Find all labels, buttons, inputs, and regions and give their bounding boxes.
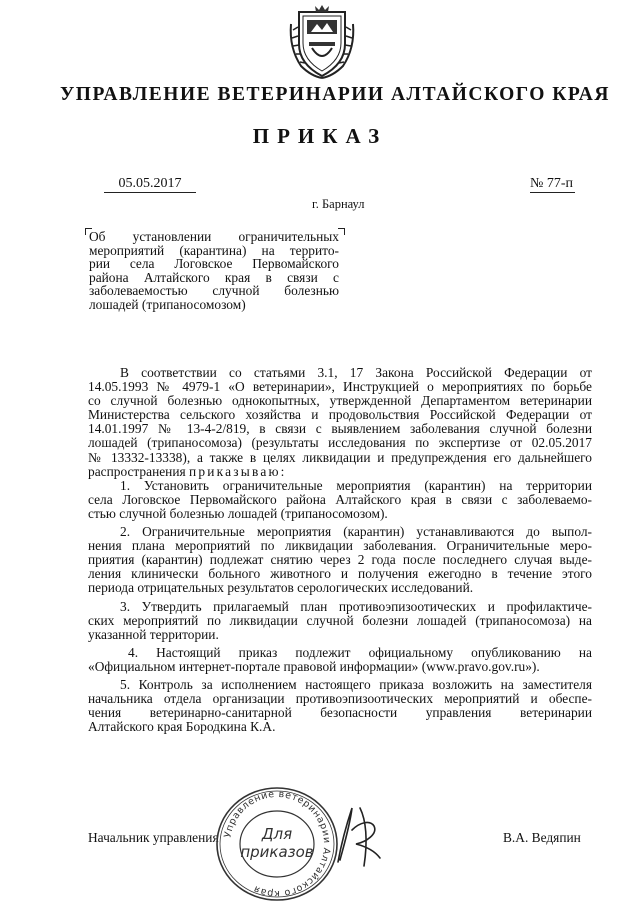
handwritten-signature [330,800,390,870]
subject-line: района Алтайского края в связи с [89,269,339,285]
issue-city: г. Барнаул [312,197,365,211]
body-line: села Логовское Первомайского района Алтайского края в связи с заболеваемо- [88,492,592,507]
subject-bracket-right [338,228,345,235]
body-line: В соответствии со статьями 3.1, 17 Закона Российской Федерации от [120,366,592,380]
order-date: 05.05.2017 [104,176,196,193]
subject-line: Об установлении ограничительных [89,229,339,244]
official-stamp [213,785,341,903]
preamble-last-words: распространения [88,463,186,479]
body-line: нения плана мероприятий по ликвидации заболевания. Ограничительные меро- [88,539,592,554]
body-line: 3. Утвердить прилагаемый план противоэпизоотических и профилактиче- [120,599,592,614]
body-line: приятия (карантин) подлежат снятию через 2 года после последнего случая выде- [88,553,592,568]
order-subject [89,230,339,312]
order-item-1 [88,479,592,521]
body-line: 2. Ограничительные мероприятия (карантин) устанавливаются до выпол- [120,525,592,540]
body-line: лошадей (трипаносомоза) (результаты исследования по экспертизе от 02.05.2017 [88,436,592,451]
order-item-5 [88,678,592,734]
stamp-center-line1: Для [261,825,293,843]
body-line: начальника отдела организации противоэпизоотических мероприятий и обеспе- [88,692,592,707]
body-line: 1. Установить ограничительные мероприятия (карантин) на территории [120,478,592,493]
body-line: ских мероприятий по ликвидации случной болезни лошадей (трипаносомоза) на [88,613,592,628]
body-line: 4. Настоящий приказ подлежит официальному опубликованию на [128,645,592,660]
body-line: «Официальном интернет-портале правовой информации» (www.pravo.gov.ru»). [88,658,540,674]
agency-name: УПРАВЛЕНИЕ ВЕТЕРИНАРИИ АЛТАЙСКОГО КРАЯ [60,84,610,105]
body-line [88,465,592,479]
signer-name: В.А. Ведяпин [503,830,581,845]
body-line: стью случной болезнью лошадей (трипаносомозом). [88,505,388,521]
signer-title: Начальник управления [88,830,219,845]
subject-line: заболеваемостью случной болезнью [89,283,339,299]
body-line: периода отрицательных результатов серологических исследований. [88,580,474,596]
order-item-3 [88,600,592,642]
document-type: ПРИКАЗ [252,124,388,148]
body-line: Министерства сельского хозяйства и продовольствия Российской Федерации от [88,408,592,423]
body-line: № 13332-13338), а также в целях ликвидации и предупреждения его дальнейшего [88,450,592,465]
order-item-4 [88,646,592,674]
order-number: № 77-п [530,176,574,191]
body-line: указанной территории. [88,626,219,642]
order-item-2 [88,525,592,595]
body-line: 14.01.1997 № 13-4-2/819, в связи с выявлением заболевания случной болезни [88,422,592,437]
body-line: ления клинически больного животного и получения ежегодно в течение этого [88,567,592,582]
subject-line: лошадей (трипаносомозом) [89,296,246,312]
order-word: приказываю: [189,463,287,479]
subject-line: рии села Логовское Первомайского [89,256,339,272]
preamble-paragraph [88,366,592,479]
body-line: 14.05.1993 № 4979-1 «О ветеринарии», Инструкцией о мероприятиях по борьбе [88,380,592,395]
body-line: Алтайского края Бородкина К.А. [88,719,276,735]
subject-line: мероприятий (карантина) на террито- [89,242,339,258]
body-line: чения ветеринарно-санитарной безопасности управления ветеринарии [88,706,592,721]
order-body [88,366,592,734]
coat-of-arms-emblem [287,4,357,80]
body-line: 5. Контроль за исполнением настоящего приказа возложить на заместителя [120,677,592,692]
body-line: со случной болезнью однокопытных, утвержденной Департаментом ветеринарии [88,394,592,409]
stamp-ring-text: Управление ветеринарии Алтайского края [222,788,333,900]
stamp-center-line2: приказов [240,843,314,861]
